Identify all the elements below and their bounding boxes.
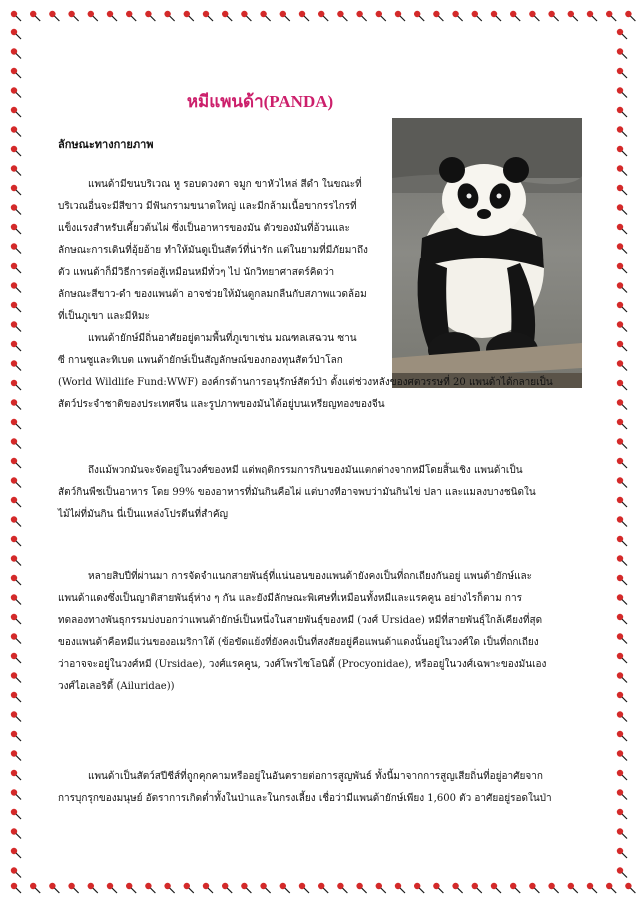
decorative-border-right bbox=[612, 22, 634, 880]
section-heading: ลักษณะทางกายภาพ bbox=[58, 138, 154, 151]
border-ornament bbox=[472, 11, 482, 21]
text-line: การบุกรุกของมนุษย์ อัตราการเกิดต่ำทั้งในป่าและในกรงเลี้ยง เชื่อว่ามีแพนด้ายักษ์เพียง 1,600 ตัว อาศัยอยู่รอดในป่า bbox=[58, 793, 552, 804]
border-ornament bbox=[11, 360, 21, 370]
border-ornament bbox=[11, 555, 21, 565]
border-ornament bbox=[617, 672, 627, 682]
border-ornament bbox=[30, 11, 40, 21]
border-ornament bbox=[280, 883, 290, 893]
border-ornament bbox=[617, 282, 627, 292]
border-ornament bbox=[376, 11, 386, 21]
border-ornament bbox=[299, 883, 309, 893]
text-line: ทดลองทางพันธุกรรมบ่งบอกว่าแพนด้ายักษ์เป็นหนึ่งในสายพันธุ์ของหมี (วงศ์ Ursidae) หมีที่สายพันธุ์ใกล้เคียงที่สุด bbox=[58, 615, 543, 626]
text-line: สัตว์ประจำชาติของประเทศจีน และรูปภาพของมันได้อยู่บนเหรียญทองของจีน bbox=[58, 399, 385, 410]
border-ornament bbox=[510, 11, 520, 21]
border-ornament bbox=[617, 575, 627, 585]
border-ornament bbox=[617, 555, 627, 565]
text-line: (World Wildlife Fund:WWF) องค์กรด้านการอนุรักษ์สัตว์ป่า ตั้งแต่ช่วงหลังของศตวรรษที่ 20 แพนด้าได้กลายเป็น bbox=[58, 377, 553, 388]
border-ornament bbox=[145, 11, 155, 21]
border-ornament bbox=[395, 883, 405, 893]
border-ornament bbox=[617, 263, 627, 273]
page-title: หมีแพนด้า(PANDA) bbox=[186, 92, 334, 111]
border-ornament bbox=[280, 11, 290, 21]
border-ornament bbox=[222, 11, 232, 21]
border-ornament bbox=[356, 11, 366, 21]
border-ornament bbox=[11, 633, 21, 643]
border-ornament bbox=[617, 848, 627, 858]
border-ornament bbox=[491, 11, 501, 21]
border-ornament bbox=[126, 883, 136, 893]
paragraph-conservation bbox=[58, 766, 552, 810]
border-ornament bbox=[11, 380, 21, 390]
border-ornament bbox=[11, 692, 21, 702]
border-ornament bbox=[617, 185, 627, 195]
border-ornament bbox=[11, 204, 21, 214]
border-ornament bbox=[49, 11, 59, 21]
border-ornament bbox=[617, 107, 627, 117]
border-ornament bbox=[617, 29, 627, 39]
border-ornament bbox=[11, 302, 21, 312]
border-ornament bbox=[617, 731, 627, 741]
border-ornament bbox=[11, 282, 21, 292]
border-ornament bbox=[11, 126, 21, 136]
text-line: หลายสิบปีที่ผ่านมา การจัดจำแนกสายพันธุ์ที่แน่นอนของแพนด้ายังคงเป็นที่ถกเถียงกันอยู่ แพนด้ายักษ์และ bbox=[88, 571, 533, 582]
border-ornament bbox=[548, 883, 558, 893]
paragraph-habitat bbox=[58, 328, 553, 416]
border-ornament bbox=[587, 11, 597, 21]
border-ornament bbox=[11, 458, 21, 468]
border-ornament bbox=[617, 419, 627, 429]
border-ornament bbox=[11, 731, 21, 741]
border-ornament bbox=[88, 883, 98, 893]
border-ornament bbox=[11, 185, 21, 195]
border-ornament bbox=[11, 614, 21, 624]
border-ornament bbox=[617, 399, 627, 409]
border-ornament bbox=[472, 883, 482, 893]
border-ornament bbox=[68, 883, 78, 893]
border-ornament bbox=[617, 243, 627, 253]
border-ornament bbox=[107, 11, 117, 21]
border-ornament bbox=[164, 11, 174, 21]
border-ornament bbox=[617, 809, 627, 819]
border-ornament bbox=[11, 399, 21, 409]
text-line: ลักษณะการเดินที่อุ้ยอ้าย ทำให้มันดูเป็นสัตว์ที่น่ารัก แต่ในยามที่มีภัยมาถึง bbox=[58, 245, 368, 256]
border-ornament bbox=[617, 867, 627, 877]
border-ornament bbox=[617, 789, 627, 799]
text-line: แพนด้าเป็นสัตว์สปีชีส์ที่ถูกคุกคามหรืออยู่ในอันตรายต่อการสูญพันธ์ ทั้งนี้มาจากการสูญเสียถิ่นที่อยู่อาศัยจาก bbox=[88, 771, 543, 782]
border-ornament bbox=[145, 883, 155, 893]
border-ornament bbox=[184, 11, 194, 21]
border-ornament bbox=[617, 438, 627, 448]
border-ornament bbox=[625, 11, 635, 21]
border-ornament bbox=[617, 165, 627, 175]
border-ornament bbox=[11, 672, 21, 682]
border-ornament bbox=[11, 341, 21, 351]
border-ornament bbox=[433, 883, 443, 893]
border-ornament bbox=[617, 321, 627, 331]
border-ornament bbox=[11, 848, 21, 858]
border-ornament bbox=[617, 224, 627, 234]
border-ornament bbox=[617, 828, 627, 838]
border-ornament bbox=[11, 653, 21, 663]
border-ornament bbox=[529, 11, 539, 21]
border-ornament bbox=[395, 11, 405, 21]
text-line: ตัว แพนด้าก็มีวิธีการต่อสู้เหมือนหมีทั่วๆ ไป นักวิทยาศาสตร์คิดว่า bbox=[58, 267, 335, 278]
border-ornament bbox=[617, 497, 627, 507]
text-line: แพนด้ายักษ์มีถิ่นอาศัยอยู่ตามพื้นที่ภูเขาเช่น มณฑลเสฉวน ซาน bbox=[88, 333, 357, 344]
border-ornament bbox=[222, 883, 232, 893]
border-ornament bbox=[11, 770, 21, 780]
border-ornament bbox=[11, 867, 21, 877]
border-ornament bbox=[11, 321, 21, 331]
border-ornament bbox=[617, 146, 627, 156]
border-ornament bbox=[452, 11, 462, 21]
border-ornament bbox=[617, 516, 627, 526]
border-ornament bbox=[11, 536, 21, 546]
border-ornament bbox=[126, 11, 136, 21]
border-ornament bbox=[617, 68, 627, 78]
border-ornament bbox=[617, 692, 627, 702]
border-ornament bbox=[11, 263, 21, 273]
border-ornament bbox=[68, 11, 78, 21]
border-ornament bbox=[529, 883, 539, 893]
border-ornament bbox=[11, 68, 21, 78]
border-ornament bbox=[260, 883, 270, 893]
border-ornament bbox=[568, 883, 578, 893]
text-line: ของแพนด้าคือหมีแว่นของอเมริกาใต้ (ข้อขัดแย้งที่ยังคงเป็นที่สงสัยอยู่คือแพนด้าแดงนั้นอยู่ในวงศ์ใด เป็นที่ถกเถียง bbox=[58, 637, 539, 648]
border-ornament bbox=[376, 883, 386, 893]
border-ornament bbox=[11, 750, 21, 760]
border-ornament bbox=[184, 883, 194, 893]
border-ornament bbox=[11, 809, 21, 819]
border-ornament bbox=[107, 883, 117, 893]
border-ornament bbox=[617, 770, 627, 780]
border-ornament bbox=[337, 11, 347, 21]
border-ornament bbox=[241, 11, 251, 21]
border-ornament bbox=[49, 883, 59, 893]
text-line: ซี กานซูและทิเบต แพนด้ายักษ์เป็นสัญลักษณ์ของกองทุนสัตว์ป่าโลก bbox=[58, 355, 343, 366]
text-line: ว่าอาจจะอยู่ในวงศ์หมี (Ursidae), วงศ์แรคคูน, วงศ์โพรไซโอนิดี้ (Procyonidae), หรืออยู่ในวงศ์เฉพาะของมันเอง bbox=[58, 659, 547, 670]
decorative-border-left bbox=[6, 22, 28, 880]
border-ornament bbox=[11, 11, 21, 21]
paragraph-physical-traits bbox=[58, 174, 368, 328]
border-ornament bbox=[548, 11, 558, 21]
text-line: สัตว์กินพืชเป็นอาหาร โดย 99% ของอาหารที่มันกินคือไผ่ แต่บางทีอาจพบว่ามันกินไข่ ปลา และแมลงบางชนิดใน bbox=[58, 487, 536, 498]
border-ornament bbox=[241, 883, 251, 893]
border-ornament bbox=[617, 458, 627, 468]
border-ornament bbox=[617, 360, 627, 370]
text-line: แพนด้าแดงซึ่งเป็นญาติสายพันธุ์ห่าง ๆ กัน และยังมีลักษณะพิเศษที่เหมือนทั้งหมีและแรคคูน อย่างไรก็ตาม การ bbox=[58, 593, 522, 604]
border-ornament bbox=[203, 883, 213, 893]
border-ornament bbox=[617, 614, 627, 624]
border-ornament bbox=[88, 11, 98, 21]
paragraph-classification bbox=[58, 566, 546, 698]
border-ornament bbox=[318, 11, 328, 21]
border-ornament bbox=[625, 883, 635, 893]
border-ornament bbox=[606, 883, 616, 893]
border-ornament bbox=[11, 711, 21, 721]
border-ornament bbox=[617, 126, 627, 136]
border-ornament bbox=[491, 883, 501, 893]
border-ornament bbox=[11, 224, 21, 234]
border-ornament bbox=[617, 477, 627, 487]
border-ornament bbox=[11, 419, 21, 429]
border-ornament bbox=[11, 828, 21, 838]
border-ornament bbox=[11, 789, 21, 799]
text-line: แพนด้ามีขนบริเวณ หู รอบดวงตา จมูก ขาหัวไหล่ สีดำ ในขณะที่ bbox=[88, 179, 362, 190]
border-ornament bbox=[11, 29, 21, 39]
border-ornament bbox=[617, 302, 627, 312]
border-ornament bbox=[606, 11, 616, 21]
border-ornament bbox=[617, 653, 627, 663]
border-ornament bbox=[164, 883, 174, 893]
text-line: บริเวณอื่นจะมีสีขาว มีฟันกรามขนาดใหญ่ และมีกล้ามเนื้อขากรรไกรที่ bbox=[58, 201, 357, 212]
border-ornament bbox=[510, 883, 520, 893]
text-line: ลักษณะสีขาว-ดำ ของแพนด้า อาจช่วยให้มันดูกลมกลืนกับสภาพแวดล้อม bbox=[58, 289, 367, 300]
text-line: ถึงแม้พวกมันจะจัดอยู่ในวงศ์ของหมี แต่พฤติกรรมการกินของมันแตกต่างจากหมีโดยสิ้นเชิง แพนด้าเป็น bbox=[88, 465, 523, 476]
paragraph-diet bbox=[58, 460, 536, 526]
border-ornament bbox=[11, 48, 21, 58]
border-ornament bbox=[617, 536, 627, 546]
border-ornament bbox=[617, 48, 627, 58]
border-ornament bbox=[11, 594, 21, 604]
border-ornament bbox=[318, 883, 328, 893]
border-ornament bbox=[617, 750, 627, 760]
border-ornament bbox=[617, 204, 627, 214]
border-ornament bbox=[433, 11, 443, 21]
border-ornament bbox=[337, 883, 347, 893]
text-line: วงศ์ไอเลอริดี้ (Ailuridae)) bbox=[58, 681, 175, 692]
border-ornament bbox=[203, 11, 213, 21]
border-ornament bbox=[11, 146, 21, 156]
border-ornament bbox=[414, 883, 424, 893]
border-ornament bbox=[617, 711, 627, 721]
border-ornament bbox=[452, 883, 462, 893]
border-ornament bbox=[11, 883, 21, 893]
border-ornament bbox=[299, 11, 309, 21]
decorative-border-bottom bbox=[0, 878, 638, 900]
border-ornament bbox=[11, 575, 21, 585]
text-line: ที่เป็นภูเขา และมีหิมะ bbox=[58, 311, 150, 322]
border-ornament bbox=[617, 380, 627, 390]
border-ornament bbox=[11, 438, 21, 448]
border-ornament bbox=[11, 477, 21, 487]
border-ornament bbox=[587, 883, 597, 893]
decorative-border-top bbox=[0, 6, 638, 28]
text-line: ไม้ไผ่ที่มันกิน นี่เป็นแหล่งโปรตีนที่สำคัญ bbox=[58, 509, 229, 520]
text-line: แข็งแรงสำหรับเคี้ยวต้นไผ่ ซึ่งเป็นอาหารของมัน ตัวของมันที่อ้วนและ bbox=[58, 223, 350, 234]
border-ornament bbox=[11, 516, 21, 526]
border-ornament bbox=[617, 633, 627, 643]
border-ornament bbox=[568, 11, 578, 21]
border-ornament bbox=[11, 497, 21, 507]
border-ornament bbox=[11, 165, 21, 175]
border-ornament bbox=[617, 594, 627, 604]
border-ornament bbox=[617, 87, 627, 97]
border-ornament bbox=[617, 341, 627, 351]
border-ornament bbox=[356, 883, 366, 893]
border-ornament bbox=[30, 883, 40, 893]
border-ornament bbox=[414, 11, 424, 21]
border-ornament bbox=[11, 243, 21, 253]
border-ornament bbox=[260, 11, 270, 21]
